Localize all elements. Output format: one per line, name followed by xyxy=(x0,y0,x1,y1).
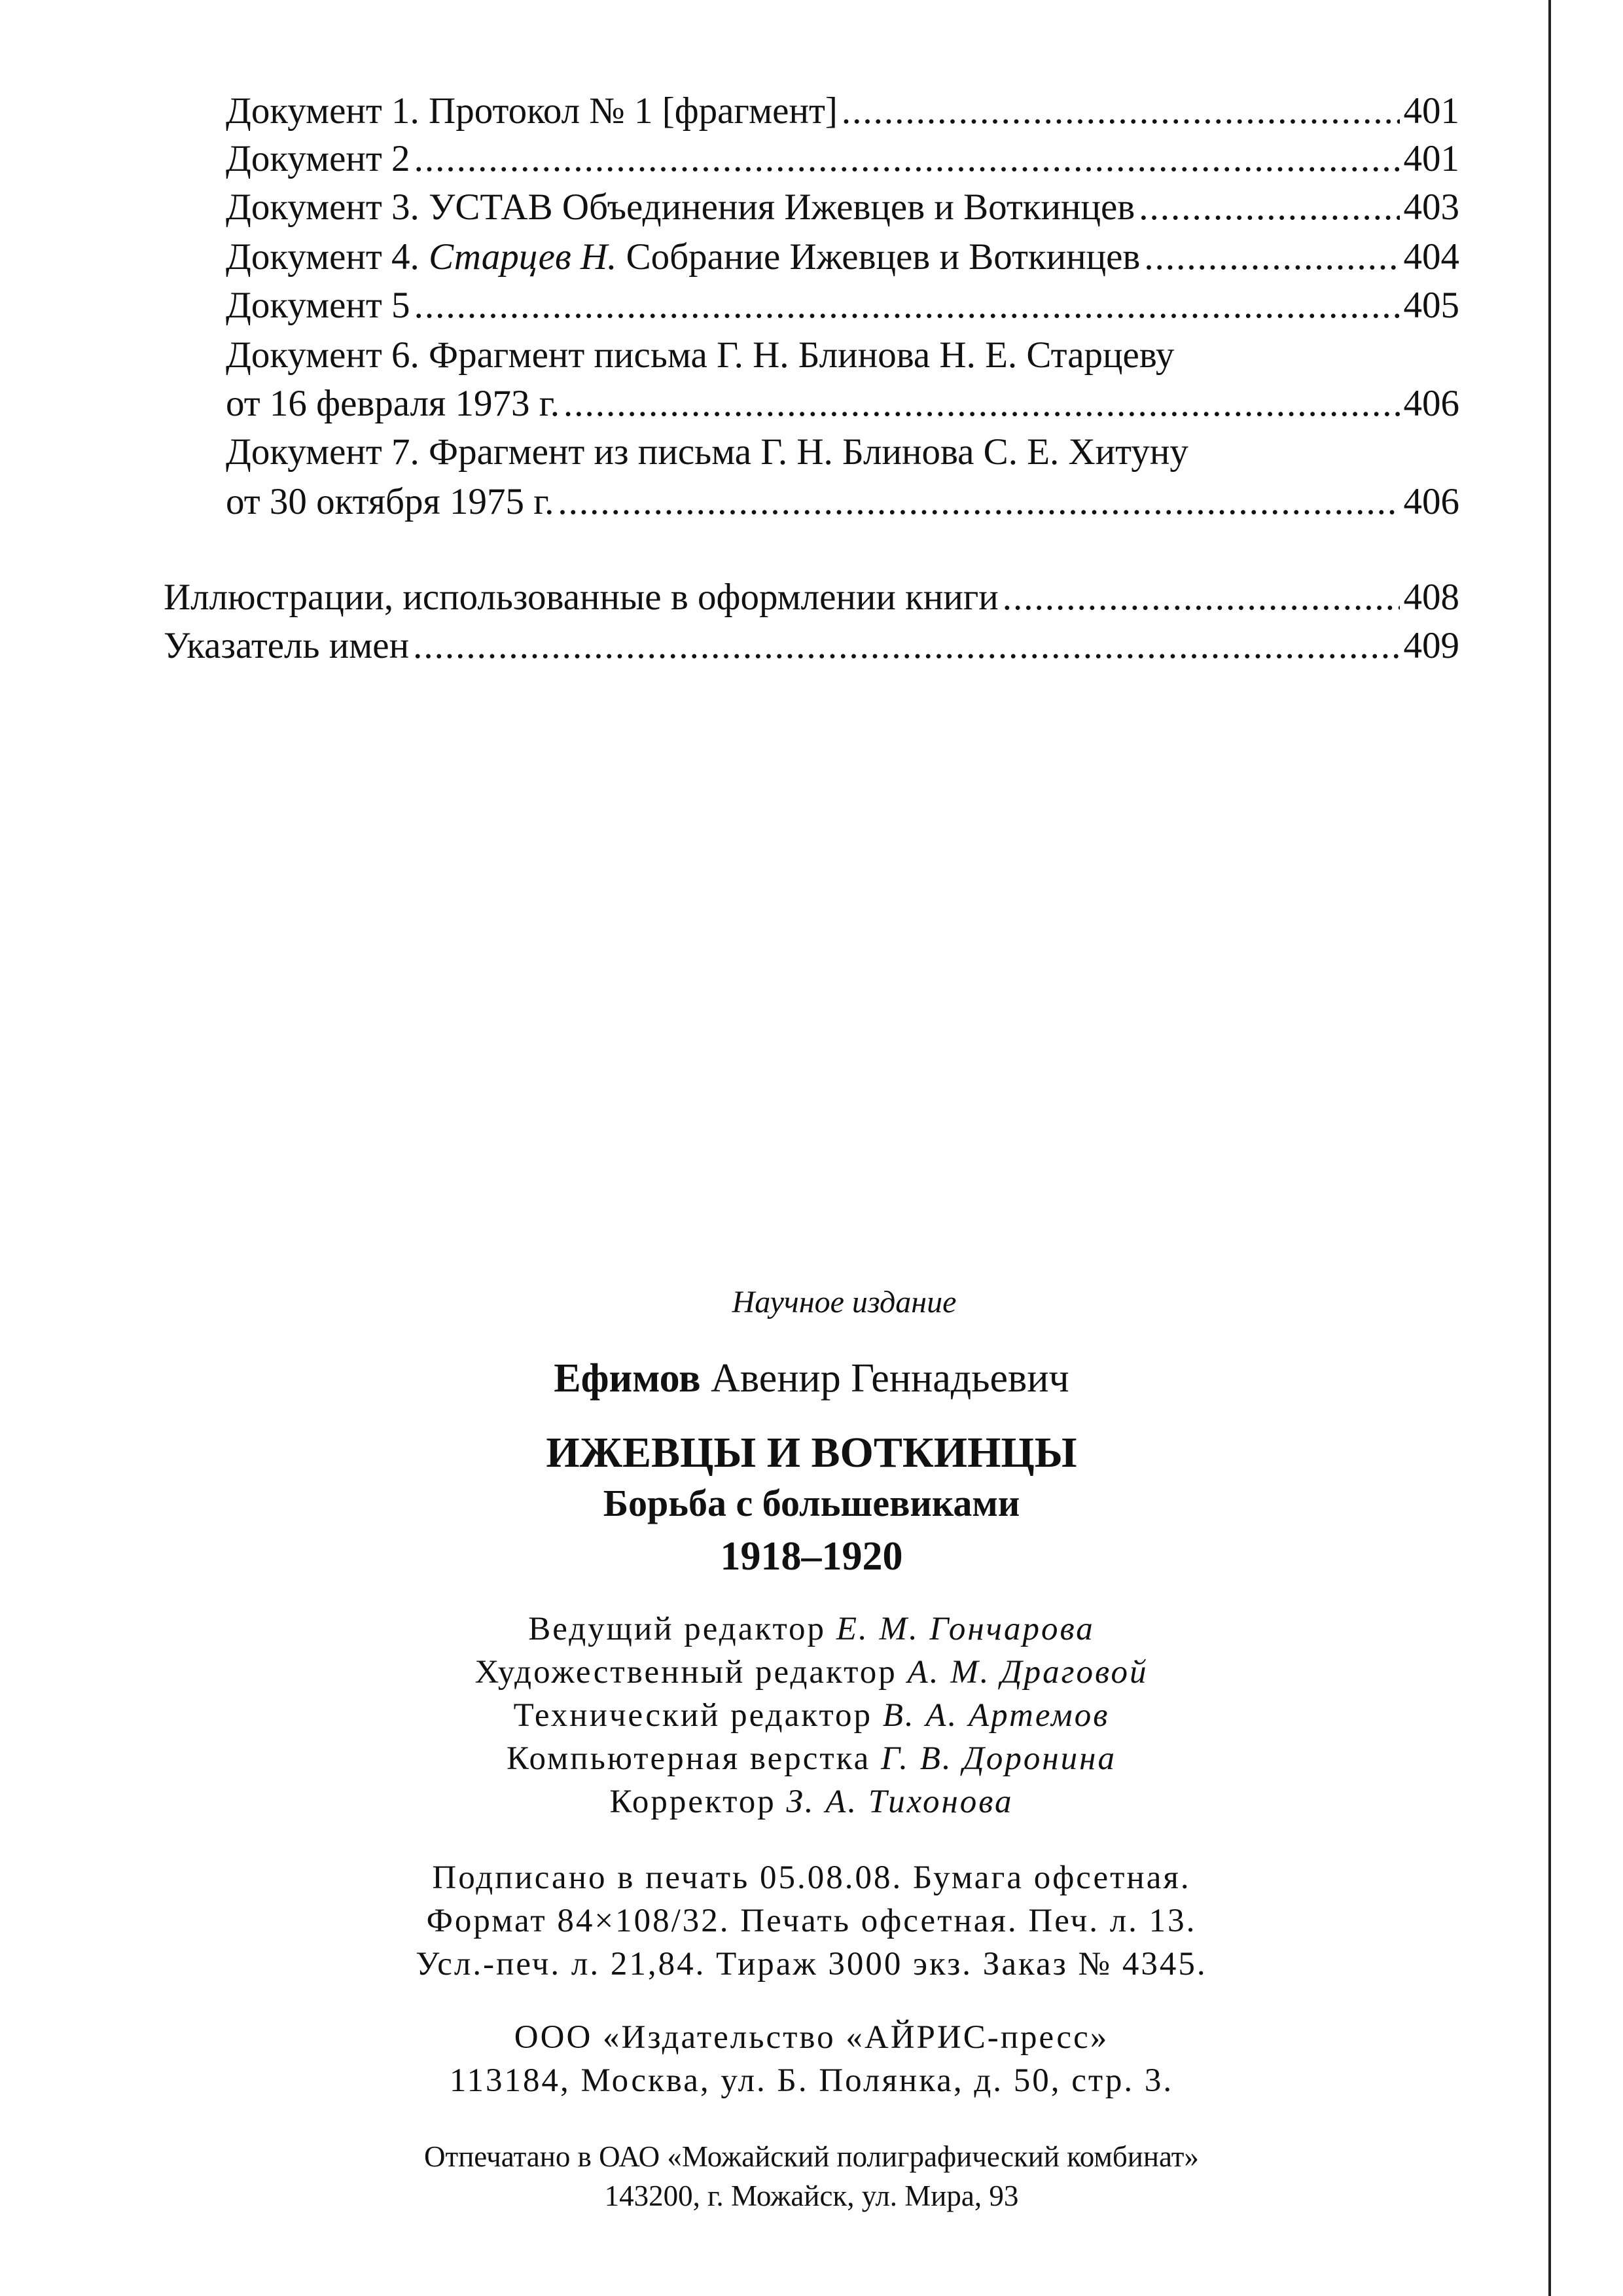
dot-leader xyxy=(842,88,1400,134)
toc-page-number: 409 xyxy=(1403,625,1459,666)
toc-entry-prefix: Документ 4. xyxy=(226,236,429,278)
credit-name: Г. В. Доронина xyxy=(881,1740,1116,1777)
credit-line xyxy=(0,1694,1623,1737)
book-years: 1918–1920 xyxy=(720,1534,903,1579)
toc-entry-document-4[interactable] xyxy=(226,234,1459,280)
toc-entry-title: Документ 2 xyxy=(226,138,410,179)
dot-leader xyxy=(563,381,1400,427)
toc-entry-title: Документ 5 xyxy=(226,285,410,326)
toc-entry-document-7-line1[interactable]: Документ 7. Фрагмент из письма Г. Н. Блинова С. Е. Хитуну xyxy=(226,431,1188,473)
printer-address-line: 143200, г. Можайск, ул. Мира, 93 xyxy=(604,2179,1019,2212)
dot-leader xyxy=(1144,234,1399,280)
credit-name: А. М. Драговой xyxy=(907,1654,1149,1691)
dot-leader xyxy=(1003,575,1400,620)
publisher-address-line: 113184, Москва, ул. Б. Полянка, д. 50, стр. 3. xyxy=(449,2062,1174,2099)
toc-entry-title: Документ 3. УСТАВ Объединения Ижевцев и Воткинцев xyxy=(226,187,1135,228)
toc-page-number: 406 xyxy=(1403,383,1459,424)
toc-page-number: 401 xyxy=(1403,90,1459,132)
book-title: ИЖЕВЦЫ И ВОТКИНЦЫ xyxy=(546,1429,1077,1477)
credit-line xyxy=(0,1651,1623,1694)
toc-entry-name-index[interactable] xyxy=(164,623,1459,669)
toc-page-number: 404 xyxy=(1403,236,1459,278)
toc-entry-document-6-line1[interactable]: Документ 6. Фрагмент письма Г. Н. Блинова Н. Е. Старцеву xyxy=(226,334,1175,376)
dot-leader xyxy=(413,623,1399,669)
dot-leader xyxy=(1139,185,1399,230)
credit-line xyxy=(0,1607,1623,1651)
credit-line xyxy=(0,1780,1623,1823)
book-subtitle: Борьба с большевиками xyxy=(603,1482,1020,1524)
toc-page-number: 408 xyxy=(1403,577,1459,618)
toc-entry-title: от 16 февраля 1973 г. xyxy=(226,383,560,424)
credit-name: З. А. Тихонова xyxy=(786,1784,1014,1820)
toc-entry-author: Старцев Н. xyxy=(429,236,617,278)
credit-name: Е. М. Гончарова xyxy=(836,1611,1095,1647)
toc-page-number: 406 xyxy=(1403,481,1459,522)
credit-name: В. А. Артемов xyxy=(882,1697,1110,1734)
print-info-line: Формат 84×108/32. Печать офсетная. Печ. л. 13. xyxy=(426,1903,1197,1939)
credit-role: Технический редактор xyxy=(513,1697,883,1734)
toc-entry-document-5[interactable] xyxy=(226,283,1459,329)
toc-page-number: 401 xyxy=(1403,138,1459,179)
credit-role: Корректор xyxy=(609,1784,787,1820)
dot-leader xyxy=(414,136,1400,182)
publisher-line: ООО «Издательство «АЙРИС-пресс» xyxy=(514,2019,1109,2056)
credit-role: Художественный редактор xyxy=(474,1654,908,1691)
toc-page-number: 403 xyxy=(1403,187,1459,228)
toc-entry-document-1[interactable] xyxy=(226,88,1459,134)
toc-entry-document-6[interactable] xyxy=(226,381,1459,427)
author-given-names: Авенир Геннадьевич xyxy=(700,1356,1069,1401)
printer-line: Отпечатано в ОАО «Можайский полиграфический комбинат» xyxy=(424,2140,1199,2173)
toc-entry-document-2[interactable] xyxy=(226,136,1459,182)
toc-entry-title: от 30 октября 1975 г. xyxy=(226,481,554,522)
edition-type: Научное издание xyxy=(732,1285,957,1319)
print-info-line: Усл.-печ. л. 21,84. Тираж 3000 экз. Заказ № 4345. xyxy=(416,1946,1207,1982)
toc-page-number: 405 xyxy=(1403,285,1459,326)
toc-entry-title: Иллюстрации, использованные в оформлении книги xyxy=(164,577,999,618)
credit-role: Ведущий редактор xyxy=(528,1611,836,1647)
toc-entry-rest: Собрание Ижевцев и Воткинцев xyxy=(616,236,1141,278)
toc-entry-illustrations[interactable] xyxy=(164,575,1459,620)
toc-entry-title: Документ 1. Протокол № 1 [фрагмент] xyxy=(226,90,838,132)
author-line xyxy=(0,1354,1623,1403)
author-surname: Ефимов xyxy=(554,1356,701,1401)
toc-entry-document-7[interactable] xyxy=(226,479,1459,525)
dot-leader xyxy=(558,479,1399,525)
dot-leader xyxy=(414,283,1400,329)
credit-line xyxy=(0,1737,1623,1780)
toc-entry-document-3[interactable] xyxy=(226,185,1459,230)
toc-entry-title xyxy=(226,234,1140,280)
credit-role: Компьютерная верстка xyxy=(507,1740,882,1777)
toc-entry-title: Указатель имен xyxy=(164,625,410,666)
print-info-line: Подписано в печать 05.08.08. Бумага офсетная. xyxy=(432,1859,1191,1896)
